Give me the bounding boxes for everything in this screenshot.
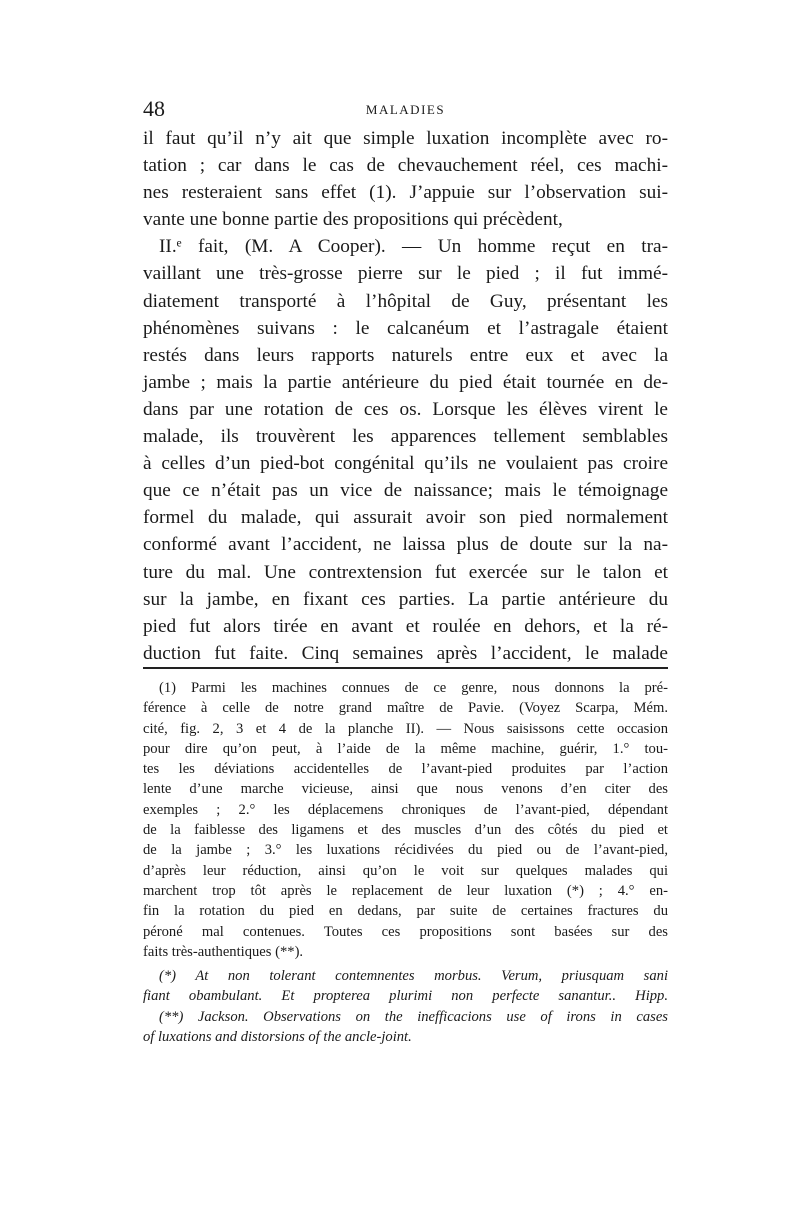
body-line: vaillant une très-grosse pierre sur le pied ; il fut immé- xyxy=(143,263,668,285)
footnote-line: fin la rotation du pied en dedans, par suite de certaines fractures du xyxy=(143,903,668,920)
footnote-line: d’après leur réduction, ainsi qu’on le voit sur quelques malades qui xyxy=(143,862,668,879)
running-head: MALADIES xyxy=(365,102,446,117)
body-line: pied fut alors tirée en avant et roulée en dehors, et la ré- xyxy=(143,615,668,637)
body-line: duction fut faite. Cinq semaines après l’accident, le malade xyxy=(143,642,668,664)
footnotes xyxy=(143,678,668,1047)
body-line: restés dans leurs rapports naturels entre eux et avec la xyxy=(143,344,668,366)
footnote-line: marchent trop tôt après le replacement de leur luxation (*) ; 4.° en- xyxy=(143,882,668,899)
body-line: que ce n’était pas un vice de naissance; mais le témoignage xyxy=(143,480,668,502)
body-line: conformé avant l’accident, ne laissa plus de doute sur la na- xyxy=(143,534,668,556)
body-line: diatement transporté à l’hôpital de Guy, présentant les xyxy=(143,290,668,312)
body-line: jambe ; mais la partie antérieure du pied était tournée en de- xyxy=(143,371,668,393)
page-number: 48 xyxy=(143,96,165,121)
body-line: nes resteraient sans effet (1). J’appuie sur l’observation sui- xyxy=(143,182,668,204)
body-line: malade, ils trouvèrent les apparences tellement semblables xyxy=(143,426,668,448)
footnote-line: lente d’une marche vicieuse, ainsi que nous venons d’en citer des xyxy=(143,781,668,798)
footnote-line: de la faiblesse des ligamens et des muscles d’un des côtés du pied et xyxy=(143,822,668,839)
page-header xyxy=(143,96,668,120)
subnote-line: (**) Jackson. Observations on the inefficacions use of irons in cases xyxy=(159,1008,668,1025)
footnote-line: faits très-authentiques (**). xyxy=(143,943,304,960)
body-line: vante une bonne partie des propositions qui précèdent, xyxy=(143,209,563,231)
body-text xyxy=(143,125,668,667)
body-line: à celles d’un pied-bot congénital qu’ils ne voulaient pas croire xyxy=(143,453,668,475)
footnote-line: de la jambe ; 3.° les luxations récidivées du pied ou de l’avant-pied, xyxy=(143,842,668,859)
footnote-line: (1) Parmi les machines connues de ce genre, nous donnons la pré- xyxy=(159,680,668,696)
body-line: II.ᵉ fait, (M. A Cooper). — Un homme reçut en tra- xyxy=(159,236,668,258)
subnote-line: fiant obambulant. Et propterea plurimi non perfecte sanantur.. Hipp. xyxy=(143,988,668,1005)
footnote-line: pour dire qu’on peut, à l’aide de la même machine, guérir, 1.° tou- xyxy=(143,740,668,757)
footnote-line: péroné mal contenues. Toutes ces propositions sont basées sur des xyxy=(143,923,668,940)
footnote-line: tes les déviations accidentelles de l’avant-pied produites par l’action xyxy=(143,761,668,778)
subnote-line: (*) At non tolerant contemnentes morbus. Verum, priusquam sani xyxy=(159,968,668,985)
footnote-line: cité, fig. 2, 3 et 4 de la planche II). — Nous saisissons cette occasion xyxy=(143,720,668,737)
body-line: sur la jambe, en fixant ces parties. La partie antérieure du xyxy=(143,588,668,610)
body-line: ture du mal. Une contrextension fut exercée sur le talon et xyxy=(143,561,668,583)
body-line: phénomènes suivans : le calcanéum et l’astragale étaient xyxy=(143,317,668,339)
footnote-line: férence à celle de notre grand maître de Pavie. (Voyez Scarpa, Mém. xyxy=(143,700,668,717)
body-line: il faut qu’il n’y ait que simple luxation incomplète avec ro- xyxy=(143,128,668,149)
body-line: tation ; car dans le cas de chevauchement réel, ces machi- xyxy=(143,155,668,177)
footnote-line: exemples ; 2.° les déplacemens chroniques de l’avant-pied, dépendant xyxy=(143,801,668,818)
body-line: formel du malade, qui assurait avoir son pied normalement xyxy=(143,507,668,529)
body-line: dans par une rotation de ces os. Lorsque les élèves virent le xyxy=(143,398,668,420)
subnote-line: of luxations and distorsions of the ancle-joint. xyxy=(143,1029,412,1046)
footnote-separator xyxy=(143,667,668,669)
